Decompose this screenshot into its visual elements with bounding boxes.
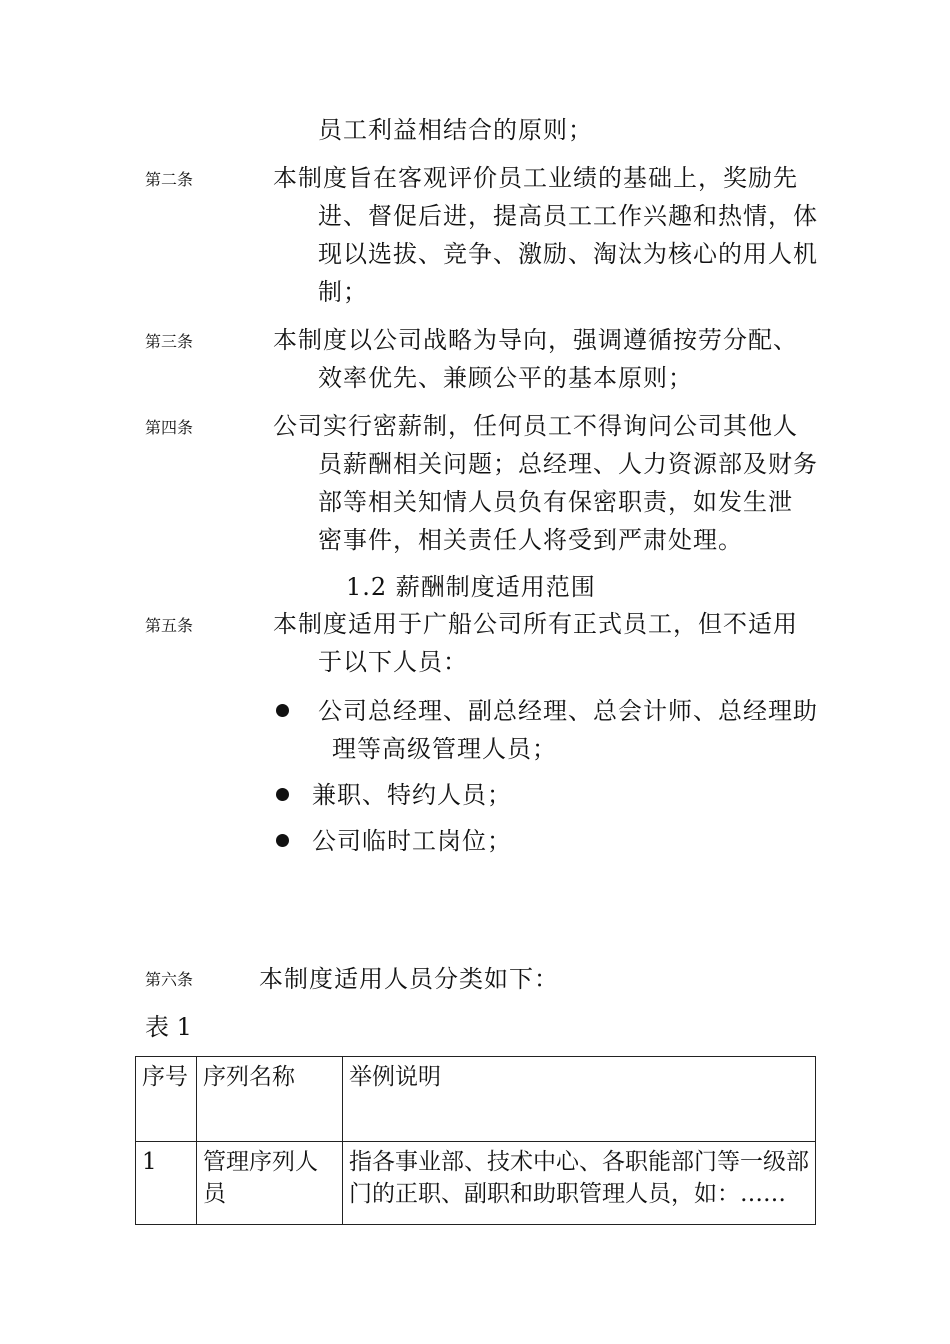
intro-tail-text: 员工利益相结合的原则；	[318, 116, 593, 144]
article-6-label: 第六条	[145, 970, 194, 989]
article-3-line-2: 效率优先、兼顾公平的基本原则；	[318, 364, 693, 392]
article-2-line-2: 进、督促后进，提高员工工作兴趣和热情，体	[318, 202, 818, 230]
bullet-dot-icon	[276, 788, 289, 801]
article-4-line-4: 密事件，相关责任人将受到严肃处理。	[318, 526, 743, 554]
bullet-1-line-1: 公司总经理、副总经理、总会计师、总经理助	[318, 697, 818, 725]
article-4-line-2: 员薪酬相关问题；总经理、人力资源部及财务	[318, 450, 818, 478]
article-2-line-1: 本制度旨在客观评价员工业绩的基础上，奖励先	[273, 164, 798, 192]
bullet-dot-icon	[276, 704, 289, 717]
section-heading: 1.2 薪酬制度适用范围	[346, 573, 596, 601]
article-4-label: 第四条	[145, 418, 194, 437]
header-cell-example: 举例说明	[343, 1057, 816, 1142]
table-header-row	[136, 1057, 816, 1142]
article-3-line-1: 本制度以公司战略为导向，强调遵循按劳分配、	[273, 326, 798, 354]
table-cell-example: 指各事业部、技术中心、各职能部门等一级部门的正职、副职和助职管理人员，如：……	[343, 1142, 816, 1225]
article-3-label: 第三条	[145, 332, 194, 351]
article-4-line-1: 公司实行密薪制，任何员工不得询问公司其他人	[273, 412, 798, 440]
article-5-line-2: 于以下人员：	[318, 648, 468, 676]
table-cell-series-name: 管理序列人员	[197, 1142, 343, 1225]
bullet-dot-icon	[276, 834, 289, 847]
article-2-line-3: 现以选拔、竞争、激励、淘汰为核心的用人机	[318, 240, 818, 268]
header-cell-series-name: 序列名称	[197, 1057, 343, 1142]
article-2-line-4: 制；	[318, 278, 368, 306]
article-4-line-3: 部等相关知情人员负有保密职责，如发生泄	[318, 488, 793, 516]
bullet-3-text: 公司临时工岗位；	[312, 827, 512, 855]
bullet-1-line-2: 理等高级管理人员；	[332, 735, 557, 763]
table-caption: 表 1	[145, 1013, 192, 1041]
article-5-line-1: 本制度适用于广船公司所有正式员工，但不适用	[273, 610, 798, 638]
article-2-label: 第二条	[145, 170, 194, 189]
table-cell-number: 1	[136, 1142, 197, 1225]
header-cell-number: 序号	[136, 1057, 197, 1142]
article-6-text: 本制度适用人员分类如下：	[259, 965, 559, 993]
bullet-2-text: 兼职、特约人员；	[312, 781, 512, 809]
article-5-label: 第五条	[145, 616, 194, 635]
classification-table	[135, 1056, 816, 1225]
table-row	[136, 1142, 816, 1225]
